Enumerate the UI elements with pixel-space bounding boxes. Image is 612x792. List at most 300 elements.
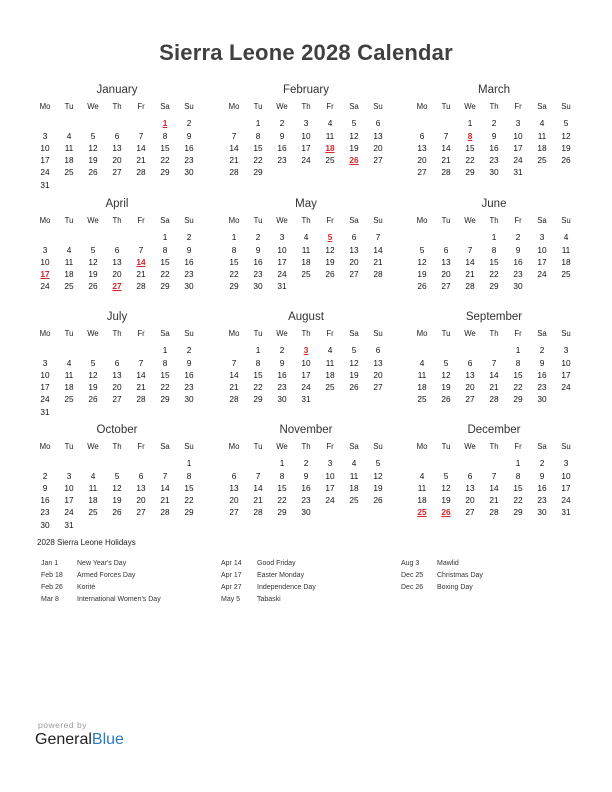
day-cell: 7 <box>231 357 237 368</box>
day-cell: 27 <box>373 382 383 393</box>
day-cell: 24 <box>277 269 287 280</box>
empty-cell <box>81 457 105 469</box>
month-grid <box>222 328 390 406</box>
month-grid <box>33 328 201 418</box>
day-cell: 4 <box>419 357 425 368</box>
day-cell: 20 <box>349 256 359 267</box>
empty-cell <box>105 457 129 469</box>
weekday-label: Mo <box>228 442 240 451</box>
day-cell: 22 <box>253 382 263 393</box>
day-cell: 14 <box>229 142 239 153</box>
day-cell: 20 <box>229 495 239 506</box>
day-cell: 18 <box>417 382 427 393</box>
day-cell: 19 <box>417 269 427 280</box>
empty-cell <box>458 344 482 356</box>
day-cell: 4 <box>327 345 333 356</box>
day-cell: 22 <box>253 155 263 166</box>
day-cell: 1 <box>515 458 521 469</box>
day-cell: 14 <box>136 142 146 153</box>
weekday-label: Tu <box>64 442 74 451</box>
day-cell: 12 <box>88 256 98 267</box>
day-cell: 31 <box>277 281 287 292</box>
day-cell: 2 <box>303 458 309 469</box>
day-cell: 16 <box>513 256 523 267</box>
weekday-label: Mo <box>416 329 428 338</box>
weekday-label: Sa <box>160 329 170 338</box>
day-cell: 7 <box>491 357 497 368</box>
day-cell: 25 <box>64 394 74 405</box>
empty-cell <box>458 457 482 469</box>
day-cell: 23 <box>184 155 194 166</box>
empty-cell <box>81 117 105 129</box>
weekday-label: We <box>87 442 99 451</box>
holiday-name: Christmas Day <box>437 572 483 579</box>
day-cell: 6 <box>419 130 425 141</box>
day-cell: 7 <box>231 130 237 141</box>
weekday-label: Fr <box>326 442 334 451</box>
holiday-row <box>221 570 401 582</box>
holiday-row <box>401 558 581 570</box>
day-cell: 30 <box>184 394 194 405</box>
holiday-name: New Year's Day <box>77 560 127 567</box>
day-cell: 17 <box>561 369 571 380</box>
day-cell: 13 <box>349 244 359 255</box>
weekday-label: Su <box>373 216 383 225</box>
weekday-label: We <box>87 329 99 338</box>
day-cell: 11 <box>88 482 98 493</box>
day-cell: 19 <box>88 269 98 280</box>
day-cell: 29 <box>513 394 523 405</box>
weekday-label: Fr <box>137 442 145 451</box>
weekday-label: Th <box>112 102 122 111</box>
month-july <box>33 310 201 418</box>
day-cell: 12 <box>561 130 571 141</box>
day-cell: 3 <box>563 458 569 469</box>
day-cell: 3 <box>327 458 333 469</box>
day-cell: 21 <box>136 155 146 166</box>
day-cell: 17 <box>40 155 50 166</box>
day-cell: 15 <box>160 369 170 380</box>
month-february <box>222 83 390 179</box>
holiday-day-cell: 26 <box>441 507 451 518</box>
day-cell: 29 <box>465 167 475 178</box>
month-grid <box>410 101 578 179</box>
holiday-date: Mar 8 <box>41 596 59 603</box>
holiday-day-cell: 26 <box>349 155 359 166</box>
day-cell: 25 <box>537 155 547 166</box>
weekday-label: Th <box>301 442 311 451</box>
day-cell: 14 <box>441 142 451 153</box>
day-cell: 16 <box>301 482 311 493</box>
day-cell: 1 <box>162 232 168 243</box>
day-cell: 7 <box>467 244 473 255</box>
month-name: September <box>465 311 523 323</box>
month-december <box>410 423 578 519</box>
empty-cell <box>482 457 506 469</box>
empty-cell <box>410 457 434 469</box>
weekday-label: We <box>87 216 99 225</box>
day-cell: 17 <box>301 142 311 153</box>
day-cell: 9 <box>539 357 545 368</box>
day-cell: 5 <box>443 470 449 481</box>
day-cell: 17 <box>301 369 311 380</box>
day-cell: 6 <box>351 232 357 243</box>
day-cell: 23 <box>184 382 194 393</box>
day-cell: 20 <box>136 495 146 506</box>
day-cell: 5 <box>375 458 381 469</box>
day-cell: 5 <box>419 244 425 255</box>
weekday-label: Su <box>184 216 194 225</box>
holiday-date: Feb 18 <box>41 572 63 579</box>
day-cell: 21 <box>465 269 475 280</box>
holiday-column <box>221 558 401 606</box>
day-cell: 16 <box>184 256 194 267</box>
day-cell: 5 <box>351 118 357 129</box>
day-cell: 10 <box>40 256 50 267</box>
weekday-label: Tu <box>441 442 451 451</box>
weekday-label: We <box>464 102 476 111</box>
day-cell: 30 <box>40 519 50 530</box>
day-cell: 5 <box>90 244 96 255</box>
day-cell: 21 <box>489 495 499 506</box>
day-cell: 22 <box>465 155 475 166</box>
holiday-row <box>41 570 221 582</box>
weekday-label: Su <box>373 442 383 451</box>
weekday-label: Mo <box>416 442 428 451</box>
day-cell: 13 <box>441 256 451 267</box>
weekday-label: Mo <box>228 102 240 111</box>
day-cell: 21 <box>253 495 263 506</box>
weekday-label: Sa <box>160 216 170 225</box>
day-cell: 5 <box>443 357 449 368</box>
day-cell: 22 <box>160 382 170 393</box>
weekday-label: Tu <box>253 102 263 111</box>
day-cell: 17 <box>561 482 571 493</box>
day-cell: 30 <box>184 281 194 292</box>
day-cell: 23 <box>277 155 287 166</box>
holiday-day-cell: 8 <box>467 130 473 141</box>
day-cell: 3 <box>303 118 309 129</box>
day-cell: 16 <box>253 256 263 267</box>
day-cell: 15 <box>513 482 523 493</box>
day-cell: 12 <box>112 482 122 493</box>
day-cell: 1 <box>491 232 497 243</box>
day-cell: 2 <box>279 345 285 356</box>
day-cell: 8 <box>162 130 168 141</box>
day-cell: 26 <box>88 167 98 178</box>
day-cell: 2 <box>515 232 521 243</box>
day-cell: 27 <box>349 269 359 280</box>
day-cell: 6 <box>231 470 237 481</box>
day-cell: 3 <box>539 232 545 243</box>
weekday-label: We <box>464 329 476 338</box>
weekday-label: Tu <box>253 329 263 338</box>
weekday-label: Su <box>184 442 194 451</box>
weekday-label: Su <box>561 329 571 338</box>
day-cell: 20 <box>373 142 383 153</box>
powered-by-text: powered by <box>38 720 87 730</box>
day-cell: 25 <box>349 495 359 506</box>
empty-cell <box>81 344 105 356</box>
day-cell: 18 <box>417 495 427 506</box>
day-cell: 2 <box>255 232 261 243</box>
month-grid <box>33 215 201 293</box>
day-cell: 28 <box>136 281 146 292</box>
day-cell: 9 <box>491 130 497 141</box>
day-cell: 30 <box>277 394 287 405</box>
day-cell: 25 <box>325 382 335 393</box>
month-march <box>410 83 578 179</box>
day-cell: 20 <box>112 382 122 393</box>
day-cell: 13 <box>465 369 475 380</box>
day-cell: 6 <box>114 244 120 255</box>
month-grid <box>222 215 390 293</box>
day-cell: 12 <box>88 142 98 153</box>
day-cell: 11 <box>349 470 359 481</box>
day-cell: 22 <box>489 269 499 280</box>
day-cell: 26 <box>349 382 359 393</box>
day-cell: 25 <box>325 155 335 166</box>
day-cell: 31 <box>40 406 50 417</box>
weekday-label: Fr <box>514 216 522 225</box>
holiday-day-cell: 3 <box>303 345 309 356</box>
day-cell: 20 <box>465 495 475 506</box>
day-cell: 24 <box>64 507 74 518</box>
day-cell: 16 <box>40 495 50 506</box>
day-cell: 15 <box>253 142 263 153</box>
day-cell: 5 <box>90 357 96 368</box>
weekday-label: Tu <box>441 329 451 338</box>
day-cell: 22 <box>513 382 523 393</box>
day-cell: 11 <box>301 244 311 255</box>
month-may <box>222 197 390 293</box>
day-cell: 19 <box>441 382 451 393</box>
weekday-label: Sa <box>537 329 547 338</box>
day-cell: 26 <box>112 507 122 518</box>
month-name: March <box>478 84 510 96</box>
day-cell: 18 <box>349 482 359 493</box>
day-cell: 9 <box>515 244 521 255</box>
day-cell: 6 <box>138 470 144 481</box>
weekday-label: Th <box>112 442 122 451</box>
day-cell: 29 <box>277 507 287 518</box>
day-cell: 23 <box>489 155 499 166</box>
day-cell: 20 <box>112 155 122 166</box>
day-cell: 24 <box>40 167 50 178</box>
weekday-label: Su <box>561 102 571 111</box>
empty-cell <box>33 344 57 356</box>
day-cell: 22 <box>184 495 194 506</box>
weekday-label: Tu <box>64 329 74 338</box>
weekday-label: Th <box>489 102 499 111</box>
holiday-column <box>41 558 221 606</box>
day-cell: 6 <box>443 244 449 255</box>
weekday-label: Th <box>112 216 122 225</box>
day-cell: 17 <box>277 256 287 267</box>
weekday-label: Mo <box>39 442 51 451</box>
day-cell: 12 <box>88 369 98 380</box>
day-cell: 22 <box>277 495 287 506</box>
day-cell: 11 <box>64 142 74 153</box>
day-cell: 24 <box>301 155 311 166</box>
day-cell: 14 <box>465 256 475 267</box>
day-cell: 21 <box>373 256 383 267</box>
weekday-label: Fr <box>137 102 145 111</box>
day-cell: 23 <box>184 269 194 280</box>
weekday-label: Mo <box>39 102 51 111</box>
day-cell: 23 <box>40 507 50 518</box>
month-grid <box>410 215 578 293</box>
empty-cell <box>222 344 246 356</box>
day-cell: 1 <box>467 118 473 129</box>
month-name: August <box>288 311 324 323</box>
day-cell: 27 <box>465 394 475 405</box>
day-cell: 20 <box>465 382 475 393</box>
holiday-day-cell: 1 <box>162 118 168 129</box>
day-cell: 4 <box>327 118 333 129</box>
weekday-label: Mo <box>228 329 240 338</box>
month-november <box>222 423 390 519</box>
empty-cell <box>410 117 434 129</box>
day-cell: 29 <box>229 281 239 292</box>
day-cell: 18 <box>561 256 571 267</box>
empty-cell <box>57 117 81 129</box>
day-cell: 3 <box>279 232 285 243</box>
holiday-name: Easter Monday <box>257 572 305 579</box>
weekday-label: Mo <box>416 102 428 111</box>
holiday-row <box>41 582 221 594</box>
day-cell: 10 <box>40 369 50 380</box>
weekday-label: Su <box>373 329 383 338</box>
day-cell: 13 <box>112 256 122 267</box>
empty-cell <box>33 457 57 469</box>
day-cell: 7 <box>138 244 144 255</box>
day-cell: 13 <box>136 482 146 493</box>
day-cell: 26 <box>88 394 98 405</box>
day-cell: 13 <box>373 357 383 368</box>
day-cell: 10 <box>301 130 311 141</box>
day-cell: 23 <box>537 382 547 393</box>
day-cell: 30 <box>253 281 263 292</box>
day-cell: 3 <box>42 130 48 141</box>
day-cell: 3 <box>515 118 521 129</box>
day-cell: 6 <box>467 357 473 368</box>
day-cell: 8 <box>162 357 168 368</box>
weekday-label: Tu <box>253 442 263 451</box>
day-cell: 7 <box>162 470 168 481</box>
day-cell: 27 <box>417 167 427 178</box>
day-cell: 10 <box>64 482 74 493</box>
weekday-label: Fr <box>137 216 145 225</box>
day-cell: 15 <box>160 256 170 267</box>
day-cell: 4 <box>66 244 72 255</box>
empty-cell <box>458 231 482 243</box>
day-cell: 26 <box>417 281 427 292</box>
day-cell: 9 <box>186 130 192 141</box>
empty-cell <box>33 231 57 243</box>
weekday-label: Sa <box>349 442 359 451</box>
day-cell: 12 <box>441 369 451 380</box>
day-cell: 21 <box>136 269 146 280</box>
day-cell: 29 <box>489 281 499 292</box>
weekday-label: Mo <box>228 216 240 225</box>
day-cell: 13 <box>465 482 475 493</box>
weekday-label: Th <box>301 216 311 225</box>
holiday-name: Armed Forces Day <box>77 572 136 579</box>
holiday-day-cell: 5 <box>327 232 333 243</box>
day-cell: 3 <box>42 244 48 255</box>
month-name: October <box>96 424 138 436</box>
day-cell: 4 <box>563 232 569 243</box>
day-cell: 14 <box>489 369 499 380</box>
weekday-label: Th <box>301 329 311 338</box>
day-cell: 25 <box>64 281 74 292</box>
holiday-row <box>221 582 401 594</box>
day-cell: 9 <box>303 470 309 481</box>
day-cell: 21 <box>229 155 239 166</box>
day-cell: 17 <box>513 142 523 153</box>
day-cell: 30 <box>489 167 499 178</box>
day-cell: 1 <box>186 458 192 469</box>
day-cell: 19 <box>325 256 335 267</box>
holiday-row <box>221 558 401 570</box>
day-cell: 30 <box>537 394 547 405</box>
day-cell: 16 <box>184 369 194 380</box>
empty-cell <box>129 117 153 129</box>
day-cell: 1 <box>231 232 237 243</box>
day-cell: 2 <box>186 118 192 129</box>
day-cell: 27 <box>229 507 239 518</box>
day-cell: 4 <box>66 357 72 368</box>
day-cell: 28 <box>229 167 239 178</box>
empty-cell <box>105 231 129 243</box>
day-cell: 24 <box>513 155 523 166</box>
holidays-title: 2028 Sierra Leone Holidays <box>37 538 136 547</box>
day-cell: 26 <box>325 269 335 280</box>
day-cell: 30 <box>301 507 311 518</box>
month-name: January <box>96 84 138 96</box>
day-cell: 16 <box>277 369 287 380</box>
holiday-day-cell: 18 <box>325 142 335 153</box>
day-cell: 23 <box>277 382 287 393</box>
day-cell: 20 <box>112 269 122 280</box>
day-cell: 9 <box>279 130 285 141</box>
day-cell: 6 <box>375 345 381 356</box>
holiday-row <box>401 570 581 582</box>
day-cell: 14 <box>136 369 146 380</box>
holiday-column <box>401 558 581 594</box>
day-cell: 8 <box>255 130 261 141</box>
holiday-date: Jan 1 <box>41 560 59 567</box>
weekday-label: Fr <box>137 329 145 338</box>
month-grid <box>33 101 201 191</box>
month-name: April <box>105 198 129 210</box>
weekday-label: Fr <box>514 442 522 451</box>
holiday-row <box>221 594 401 606</box>
day-cell: 19 <box>373 482 383 493</box>
day-cell: 19 <box>561 142 571 153</box>
weekday-label: Fr <box>326 102 334 111</box>
day-cell: 15 <box>489 256 499 267</box>
day-cell: 4 <box>90 470 96 481</box>
day-cell: 17 <box>64 495 74 506</box>
day-cell: 16 <box>537 369 547 380</box>
empty-cell <box>81 231 105 243</box>
month-grid <box>33 441 201 531</box>
weekday-label: Su <box>561 442 571 451</box>
day-cell: 6 <box>114 130 120 141</box>
day-cell: 31 <box>64 519 74 530</box>
